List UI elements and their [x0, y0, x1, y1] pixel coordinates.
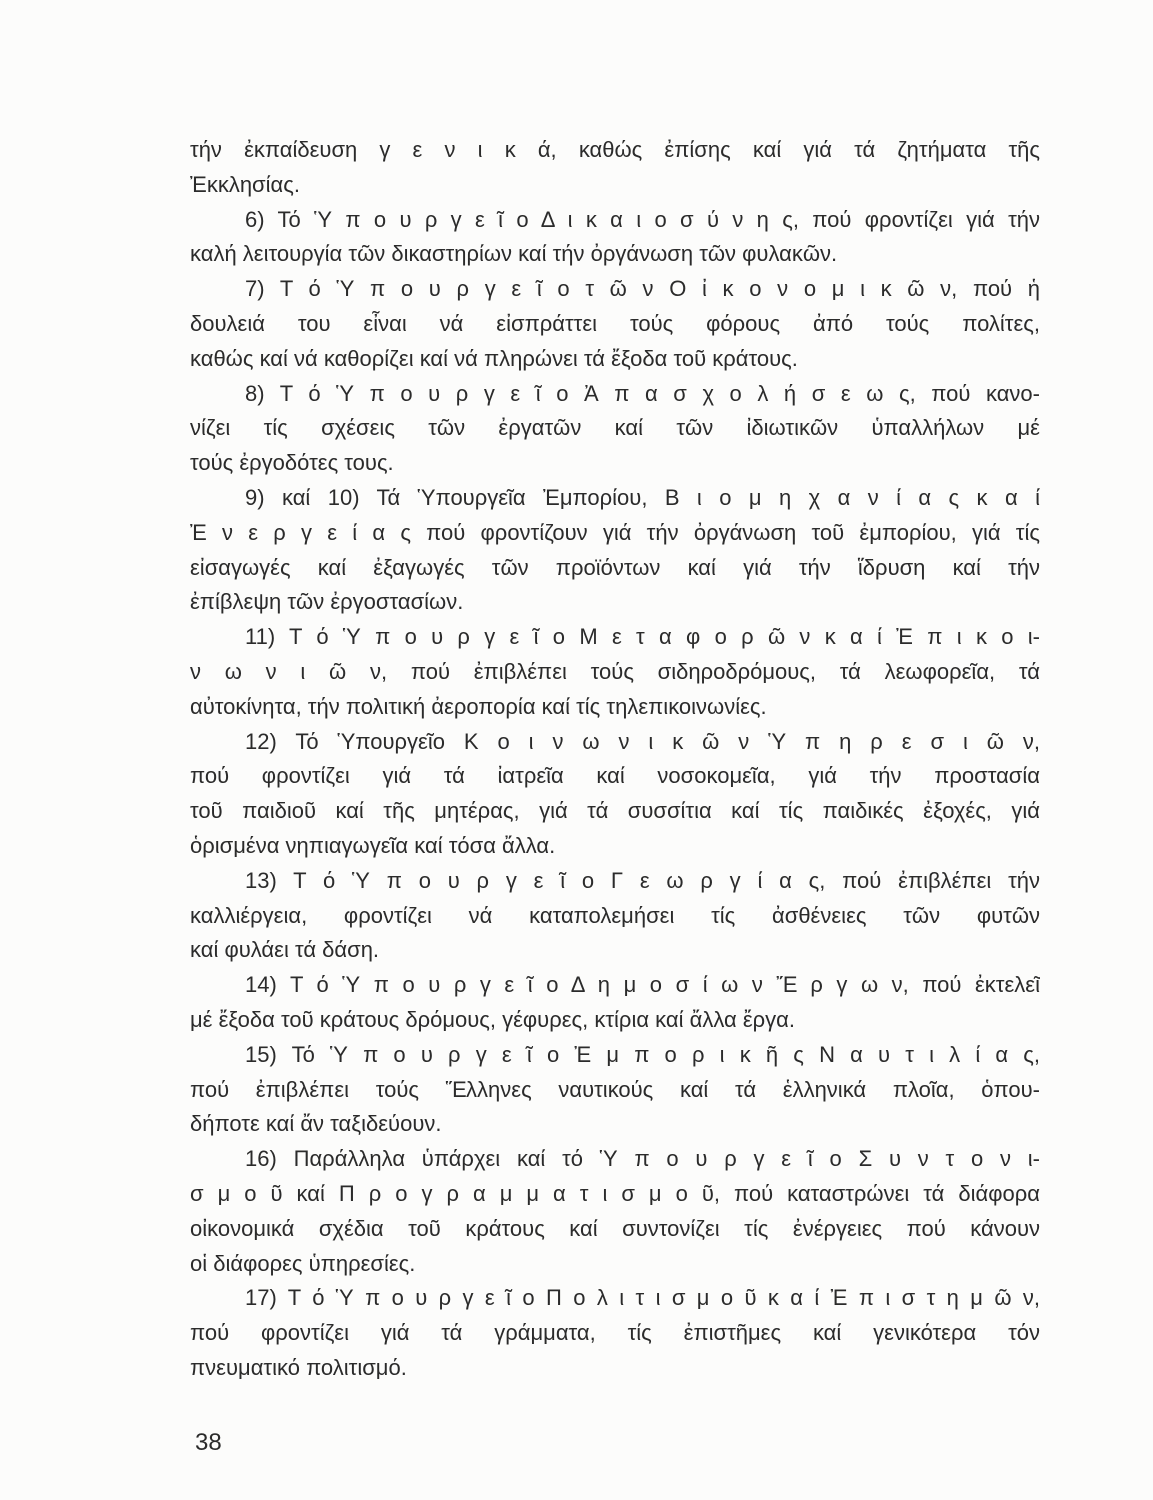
paragraph [190, 1281, 1040, 1385]
text-line: 17) Τ ό Ὑ π ο υ ρ γ ε ῖ ο Π ο λ ι τ ι σ μ ο ῦ κ α ί Ἐ π ι σ τ η μ ῶ ν, [245, 1285, 1040, 1311]
text-line: πού φροντίζει γιά τά γράμματα, τίς ἐπιστῆμες καί γενικότερα τόν [190, 1320, 1040, 1346]
text-line: αὐτοκίνητα, τήν πολιτική ἀεροπορία καί τίς τηλεπικοινωνίες. [190, 693, 767, 719]
text-line: νίζει τίς σχέσεις τῶν ἐργατῶν καί τῶν ἰδιωτικῶν ὑπαλλήλων μέ [190, 415, 1040, 441]
text-line: εἰσαγωγές καί ἐξαγωγές τῶν προϊόντων καί γιά τήν ἵδρυση καί τήν [190, 554, 1040, 580]
paragraph [190, 203, 1040, 273]
text-line: 14) Τ ό Ὑ π ο υ ρ γ ε ῖ ο Δ η μ ο σ ί ω ν Ἔ ρ γ ω ν, πού ἐκτελεῖ [245, 972, 1040, 998]
text-line: δήποτε καί ἄν ταξιδεύουν. [190, 1111, 442, 1137]
page-number: 38 [195, 1429, 222, 1456]
text-line: τήν ἐκπαίδευση γ ε ν ι κ ά, καθώς ἐπίσης καί γιά τά ζητήματα τῆς [190, 137, 1040, 162]
text-line: μέ ἔξοδα τοῦ κράτους δρόμους, γέφυρες, κτίρια καί ἄλλα ἔργα. [190, 1006, 795, 1032]
text-line: πού ἐπιβλέπει τούς Ἕλληνες ναυτικούς καί τά ἑλληνικά πλοῖα, ὁπου- [190, 1076, 1040, 1102]
text-line: ν ω ν ι ῶ ν, πού ἐπιβλέπει τούς σιδηροδρόμους, τά λεωφορεῖα, τά [190, 658, 1040, 684]
paragraph [190, 133, 1040, 203]
text-line: 13) Τ ό Ὑ π ο υ ρ γ ε ῖ ο Γ ε ω ρ γ ί α ς, πού ἐπιβλέπει τήν [245, 867, 1040, 893]
paragraph [190, 725, 1040, 864]
text-line: 15) Τό Ὑ π ο υ ρ γ ε ῖ ο Ἐ μ π ο ρ ι κ ῆ ς Ν α υ τ ι λ ί α ς, [245, 1041, 1040, 1067]
paragraph [190, 481, 1040, 620]
text-line: Ἐκκλησίας. [190, 171, 300, 197]
text-line: 16) Παράλληλα ὑπάρχει καί τό Ὑ π ο υ ρ γ ε ῖ ο Σ υ ν τ ο ν ι- [245, 1146, 1040, 1172]
text-line: καθώς καί νά καθορίζει καί νά πληρώνει τά ἔξοδα τοῦ κράτους. [190, 345, 798, 371]
paragraph [190, 620, 1040, 724]
text-line: Ἐ ν ε ρ γ ε ί α ς πού φροντίζουν γιά τήν ὀργάνωση τοῦ ἐμπορίου, γιά τίς [190, 519, 1040, 545]
text-line: πού φροντίζει γιά τά ἰατρεῖα καί νοσοκομεῖα, γιά τήν προστασία [190, 763, 1040, 789]
text-line: οἱ διάφορες ὑπηρεσίες. [190, 1250, 416, 1276]
body-text [190, 133, 1040, 1386]
paragraph [190, 1142, 1040, 1281]
text-line: ὁρισμένα νηπιαγωγεῖα καί τόσα ἄλλα. [190, 832, 556, 858]
text-line: τούς ἐργοδότες τους. [190, 450, 394, 476]
paragraph [190, 1038, 1040, 1142]
text-line: τοῦ παιδιοῦ καί τῆς μητέρας, γιά τά συσσίτια καί τίς παιδικές ἐξοχές, γιά [190, 798, 1040, 824]
paragraph [190, 968, 1040, 1038]
text-line: 8) Τ ό Ὑ π ο υ ρ γ ε ῖ ο Ἀ π α σ χ ο λ ή σ ε ω ς, πού κανο- [245, 380, 1040, 406]
paragraph [190, 272, 1040, 376]
text-line: 6) Τό Ὑ π ο υ ρ γ ε ῖ ο Δ ι κ α ι ο σ ύ ν η ς, πού φροντίζει γιά τήν [245, 206, 1040, 232]
text-line: 9) καί 10) Τά Ὑπουργεῖα Ἐμπορίου, Β ι ο μ η χ α ν ί α ς κ α ί [245, 484, 1040, 510]
text-line: ἐπίβλεψη τῶν ἐργοστασίων. [190, 589, 464, 615]
text-line: καί φυλάει τά δάση. [190, 937, 380, 963]
text-line: οἰκονομικά σχέδια τοῦ κράτους καί συντονίζει τίς ἐνέργειες πού κάνουν [190, 1215, 1040, 1241]
text-line: σ μ ο ῦ καί Π ρ ο γ ρ α μ μ α τ ι σ μ ο ῦ, πού καταστρώνει τά διάφορα [190, 1180, 1040, 1206]
text-line: καλλιέργεια, φροντίζει νά καταπολεμήσει τίς ἀσθένειες τῶν φυτῶν [190, 902, 1040, 928]
text-line: 7) Τ ό Ὑ π ο υ ρ γ ε ῖ ο τ ῶ ν Ο ἰ κ ο ν ο μ ι κ ῶ ν, πού ἡ [245, 276, 1040, 302]
text-line: 12) Τό Ὑπουργεῖο Κ ο ι ν ω ν ι κ ῶ ν Ὑ π η ρ ε σ ι ῶ ν, [245, 728, 1040, 754]
text-line: καλή λειτουργία τῶν δικαστηρίων καί τήν ὀργάνωση τῶν φυλακῶν. [190, 241, 838, 267]
text-line: 11) Τ ό Ὑ π ο υ ρ γ ε ῖ ο Μ ε τ α φ ο ρ ῶ ν κ α ί Ἐ π ι κ ο ι- [245, 624, 1040, 650]
paragraph [190, 864, 1040, 968]
text-line: πνευματικό πολιτισμό. [190, 1354, 407, 1380]
paragraph [190, 377, 1040, 481]
text-line: δουλειά του εἶναι νά εἰσπράττει τούς φόρους ἀπό τούς πολίτες, [190, 310, 1040, 336]
